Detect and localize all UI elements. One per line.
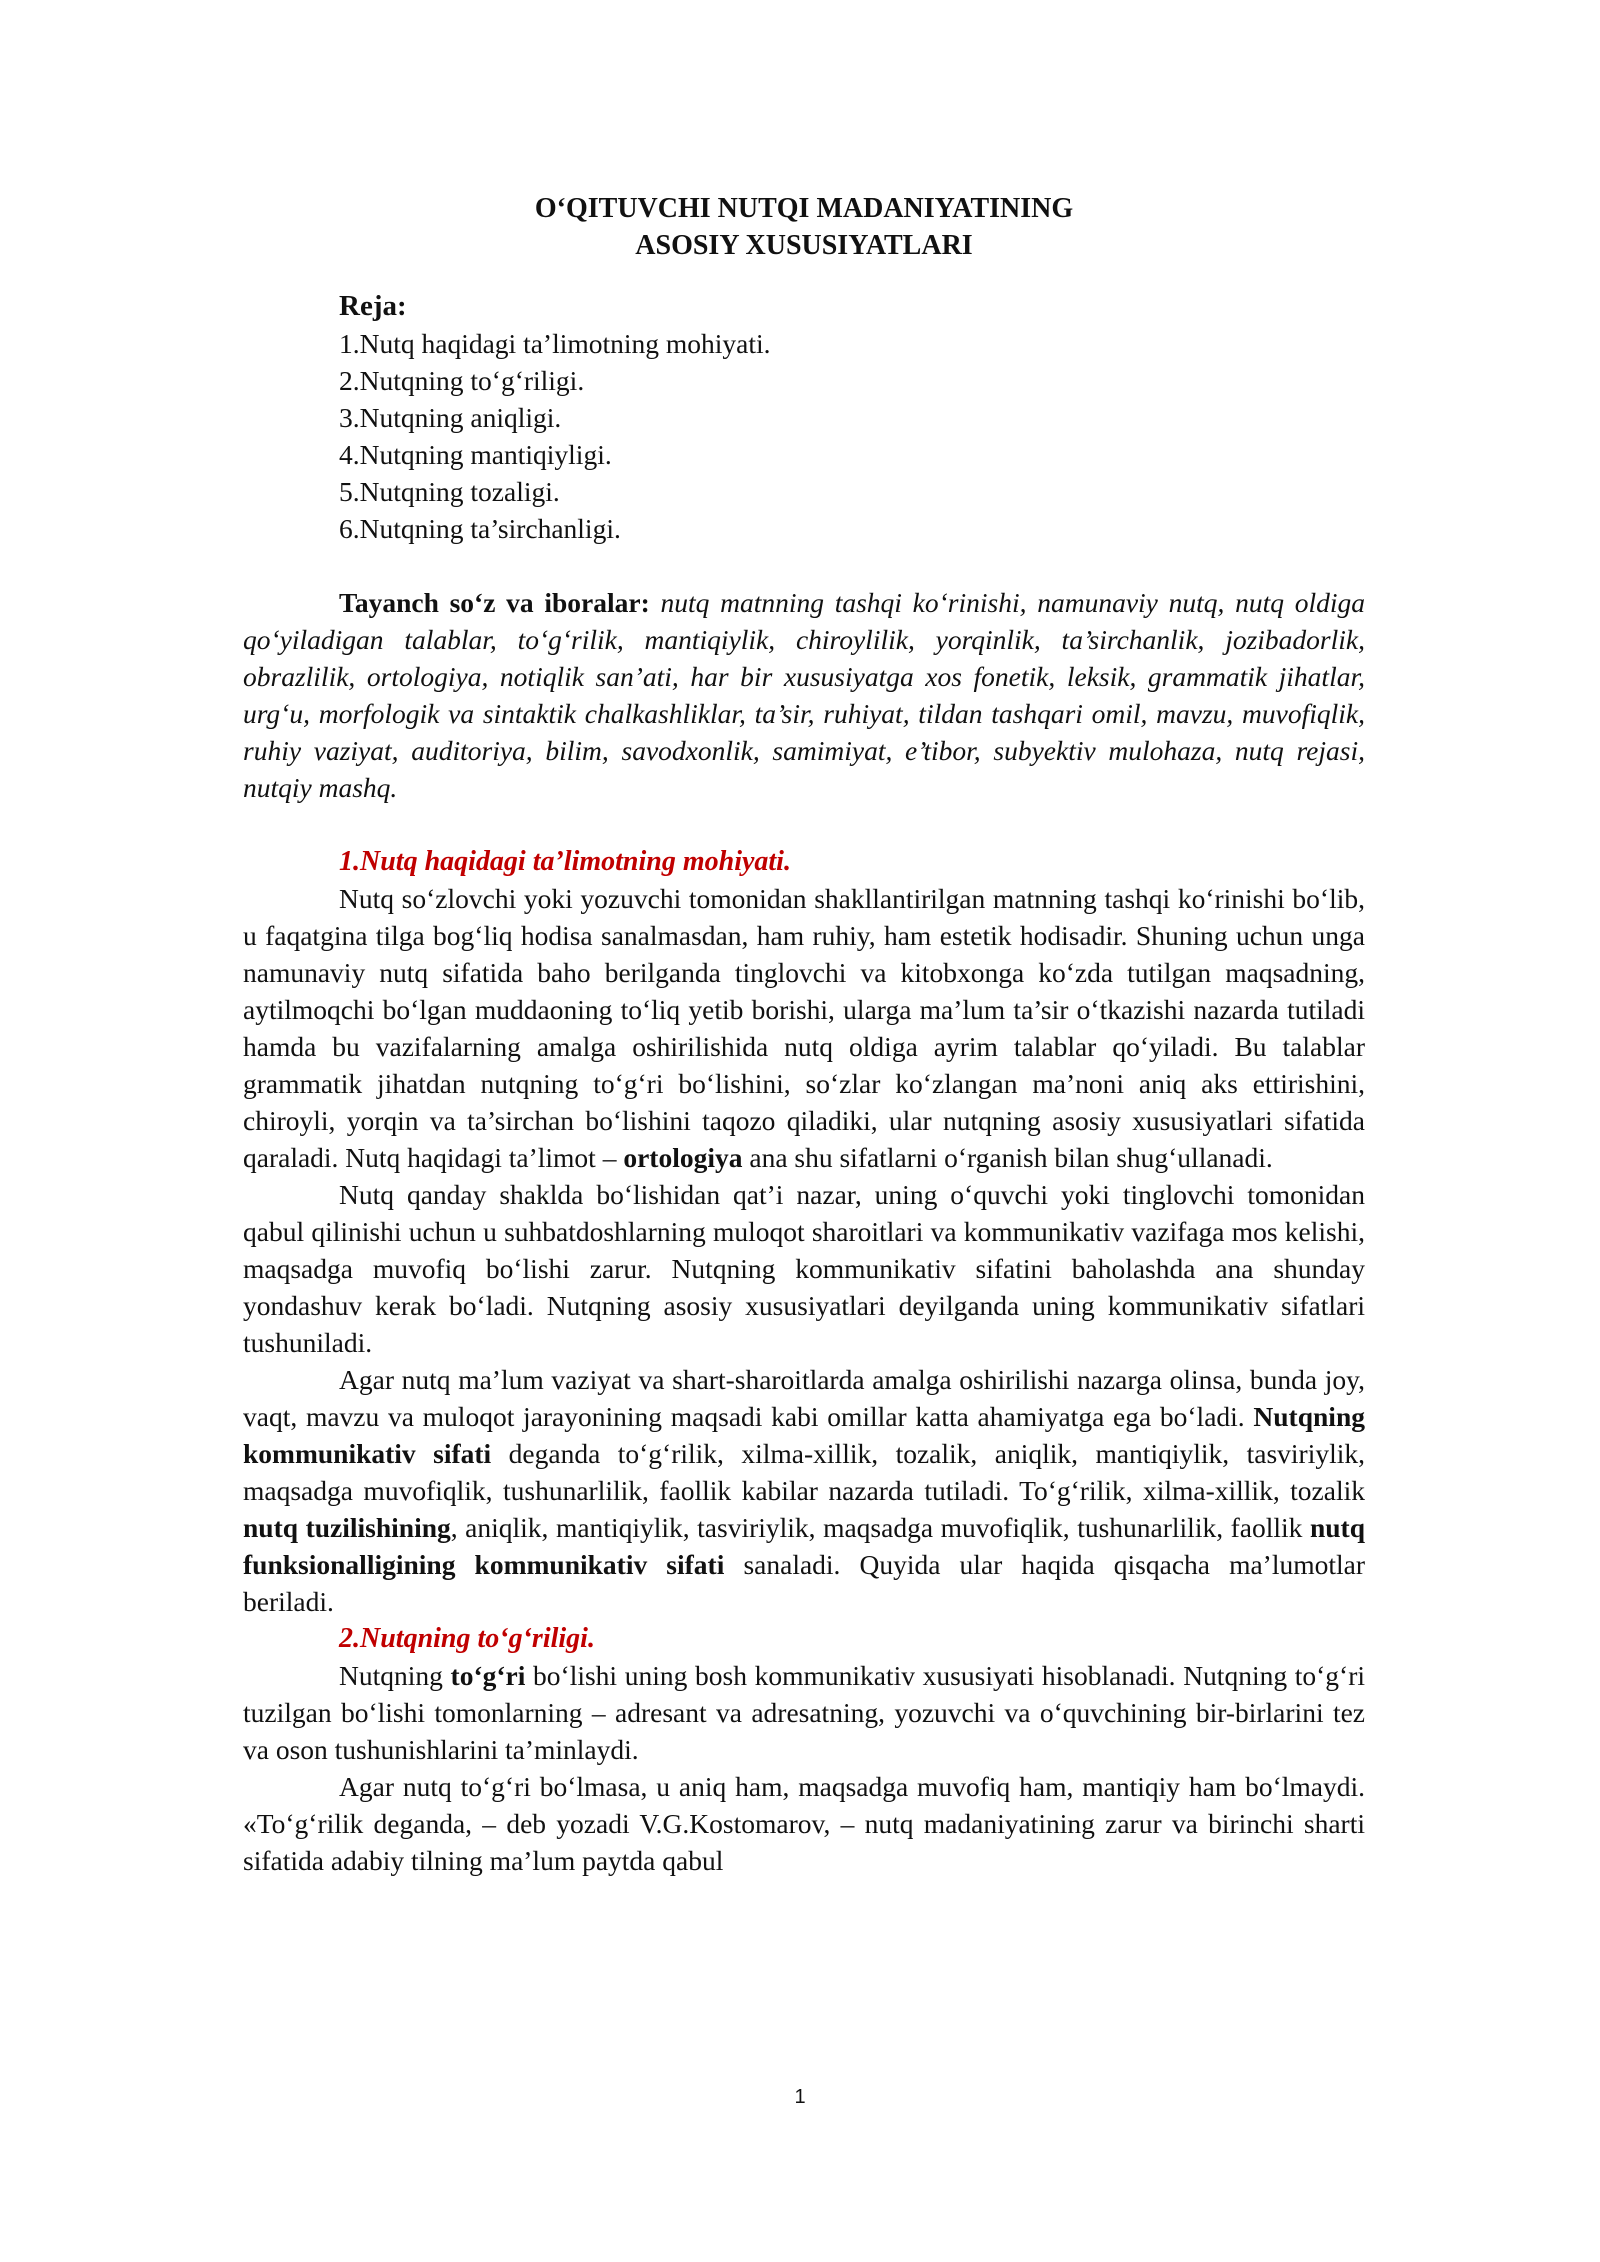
text-run: deganda to‘g‘rilik, xilma-xillik, tozalik, aniqlik, mantiqiylik, tasviriylik, maqsadga muvofiqlik, tushunarlilik, faollik kabilar nazarda tutiladi. To‘g‘rilik, xilma-xillik, tozalik [243,1438,1365,1506]
bold-term: nutq funksionalligining kommunikativ sifati [243,1512,1365,1580]
page-content [243,190,1365,1879]
plan-item: 1.Nutq haqidagi ta’limotning mohiyati. [339,328,771,359]
plan-list [339,325,1365,547]
section-1-paragraph-3 [243,1361,1365,1620]
section-1-paragraph-2: Nutq qanday shaklda bo‘lishidan qat’i nazar, uning o‘quvchi yoki tinglovchi tomonidan qabul qilinishi uchun u suhbatdoshlarning muloqot sharoitlari va kommunikativ vazifaga mos kelishi, maqsadga muvofiq bo‘lishi zarur. Nutqning kommunikativ sifatini baholashda ana shunday yondashuv kerak bo‘ladi. Nutqning asosiy xususiyatlari deyilganda uning kommunikativ sifatlari tushuniladi. [243,1179,1365,1358]
section-1-heading: 1.Nutq haqidagi ta’limotning mohiyati. [339,846,791,877]
keywords-text: nutq matnning tashqi ko‘rinishi, namunaviy nutq, nutq oldiga qo‘yiladigan talablar, to‘g‘rilik, mantiqiylik, chiroylilik, yorqinlik, ta’sirchanlik, jozibadorlik, obrazlilik, ortologiya, notiqlik san’ati, har bir xususiyatga xos fonetik, leksik, grammatik jihatlar, urg‘u, morfologik va sintaktik chalkashliklar, ta’sir, ruhiyat, tildan tashqari omil, mavzu, muvofiqlik, ruhiy vaziyat, auditoriya, bilim, savodxonlik, samimiyat, e’tibor, subyektiv mulohaza, nutq rejasi, nutqiy mashq. [243,587,1365,803]
page-number: 1 [794,2086,806,2108]
plan-heading: Reja: [339,290,407,322]
text-run: Nutq so‘zlovchi yoki yozuvchi tomonidan shakllantirilgan matnning tashqi ko‘rinishi bo‘lib, u faqatgina tilga bog‘liq hodisa sanalmasdan, ham ruhiy, ham estetik hodisadir. Shuning uchun unga namunaviy nutq sifatida baho berilganda tinglovchi va kitobxonga ko‘zda tutilgan maqsadning, aytilmoqchi bo‘lgan muddaoning to‘liq yetib borishi, ularga ma’lum ta’sir o‘tkazishi nazarda tutiladi hamda bu vazifalarning amalga oshirilishida nutq oldiga ayrim talablar qo‘yiladi. Bu talablar grammatik jihatdan nutqning to‘g‘ri bo‘lishini, so‘zlar ko‘zlangan ma’noni aniq aks ettirishini, chiroyli, yorqin va ta’sirchan bo‘lishini taqozo qiladiki, ular nutqning asosiy xususiyatlari sifatida qaraladi. Nutq haqidagi ta’limot – [243,883,1365,1173]
text-run: ana shu sifatlarni o‘rganish bilan shug‘ullanadi. [742,1142,1273,1173]
section-1-paragraph-1 [243,880,1365,1176]
text-run: Nutqning [339,1660,451,1691]
section-2-paragraph-2: Agar nutq to‘g‘ri bo‘lmasa, u aniq ham, maqsadga muvofiq ham, mantiqiy ham bo‘lmaydi. «To‘g‘rilik deganda, – deb yozadi V.G.Kostomarov, – nutq madaniyatining zarur va birinchi sharti sifatida adabiy tilning ma’lum paytda qabul [243,1771,1365,1876]
bold-term: nutq tuzilishining [243,1512,451,1543]
title-line-2: ASOSIY XUSUSIYATLARI [635,230,973,261]
bold-term: ortologiya [623,1142,743,1173]
plan-item: 3.Nutqning aniqligi. [339,402,562,433]
keywords-label: Tayanch so‘z va iboralar: [339,587,650,618]
text-run: , aniqlik, mantiqiylik, tasviriylik, maqsadga muvofiqlik, tushunarlilik, faollik [450,1512,1310,1543]
text-run: sanaladi. Quyida ular haqida qisqacha ma’lumotlar beriladi. [243,1549,1365,1617]
section-2-paragraph-1 [243,1657,1365,1768]
plan-item: 6.Nutqning ta’sirchanligi. [339,513,621,544]
page-title [243,190,1365,264]
text-run: Agar nutq ma’lum vaziyat va shart-sharoitlarda amalga oshirilishi nazarga olinsa, bunda joy, vaqt, mavzu va muloqot jarayonining maqsadi kabi omillar katta ahamiyatga ega bo‘ladi. [243,1364,1365,1432]
plan-item: 4.Nutqning mantiqiyligi. [339,439,612,470]
section-2-heading: 2.Nutqning to‘g‘riligi. [339,1623,595,1654]
plan-block [339,288,1365,547]
bold-term: Nutqning kommunikativ sifati [243,1401,1365,1469]
title-line-1: O‘QITUVCHI NUTQI MADANIYATINING [534,193,1074,224]
bold-term: to‘g‘ri [450,1660,526,1691]
keywords-paragraph [243,584,1365,806]
plan-item: 2.Nutqning to‘g‘riligi. [339,365,585,396]
plan-item: 5.Nutqning tozaligi. [339,476,560,507]
text-run: bo‘lishi uning bosh kommunikativ xususiyati hisoblanadi. Nutqning to‘g‘ri tuzilgan bo‘lishi tomonlarning – adresant va adresatning, yozuvchi va o‘quvchining bir-birlarini tez va oson tushunishlarini ta’minlaydi. [243,1660,1365,1765]
